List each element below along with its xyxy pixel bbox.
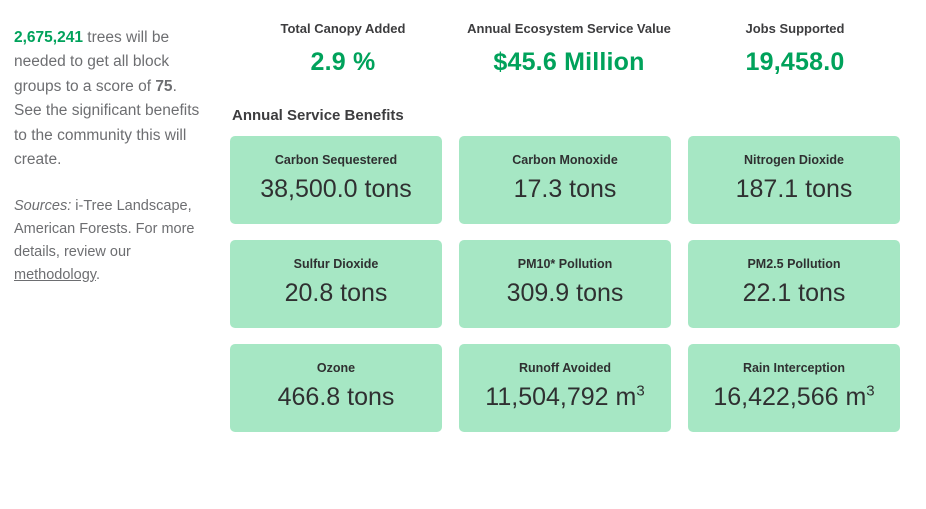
sources-body: i-Tree Landscape, American Forests. For more details, review our (14, 197, 195, 260)
benefit-number: 466.8 (277, 383, 341, 412)
benefit-value (743, 279, 846, 308)
summary-sidebar (0, 0, 230, 509)
benefit-value (485, 383, 644, 412)
benefit-card-runoff-avoided (459, 344, 671, 432)
kpi-annual-ecosystem-service-value (456, 20, 682, 77)
benefit-value (285, 279, 388, 308)
kpi-label: Total Canopy Added (280, 21, 406, 36)
benefit-number: 309.9 (506, 279, 570, 308)
benefit-card-nitrogen-dioxide (688, 136, 900, 224)
benefit-unit: tons (333, 279, 388, 308)
trees-needed-count: 2,675,241 (14, 29, 83, 46)
kpi-row (230, 20, 926, 77)
benefit-card-ozone (230, 344, 442, 432)
benefit-number: 22.1 (742, 279, 792, 308)
target-score: 75 (155, 77, 173, 95)
benefit-unit: m (608, 383, 637, 412)
narrative-part-2: . See the significant benefits to the community this will create. (14, 77, 200, 169)
kpi-value: 2.9 % (310, 47, 376, 76)
benefit-unit: tons (569, 279, 624, 308)
benefit-unit-exponent: 3 (636, 382, 645, 400)
benefit-number: 16,422,566 (713, 383, 839, 412)
benefit-label: PM2.5 Pollution (747, 257, 841, 272)
benefit-label: PM10* Pollution (517, 257, 613, 272)
kpi-value: $45.6 Million (493, 47, 645, 76)
benefit-unit: m (838, 383, 867, 412)
benefit-label: Sulfur Dioxide (293, 257, 379, 272)
sources-label: Sources: (14, 197, 72, 214)
narrative-part-1: trees will be needed to get all block groups to a score of (14, 29, 170, 95)
narrative-text (14, 26, 208, 173)
benefits-grid (230, 136, 926, 432)
benefit-unit-exponent: 3 (866, 382, 875, 400)
metrics-area (230, 0, 926, 509)
kpi-value: 19,458.0 (745, 47, 845, 76)
benefit-unit: tons (562, 175, 617, 204)
sources-text (14, 195, 208, 287)
kpi-label: Jobs Supported (745, 21, 845, 36)
benefit-label: Ozone (316, 361, 356, 376)
benefit-value (736, 175, 853, 204)
kpi-total-canopy-added (230, 20, 456, 77)
benefit-card-pm25-pollution (688, 240, 900, 328)
benefit-label: Runoff Avoided (518, 361, 612, 376)
benefit-card-carbon-sequestered (230, 136, 442, 224)
benefit-unit: tons (791, 279, 846, 308)
sources-end: . (95, 266, 100, 283)
benefit-card-sulfur-dioxide (230, 240, 442, 328)
benefit-label: Nitrogen Dioxide (743, 153, 844, 168)
benefit-label: Carbon Sequestered (274, 153, 398, 168)
benefit-label: Rain Interception (742, 361, 846, 376)
methodology-link[interactable]: methodology (14, 266, 96, 283)
benefit-number: 20.8 (284, 279, 334, 308)
benefit-number: 38,500.0 (260, 175, 358, 204)
benefit-unit: tons (340, 383, 395, 412)
benefit-label: Carbon Monoxide (512, 153, 618, 168)
benefit-number: 11,504,792 (485, 383, 609, 412)
section-title: Annual Service Benefits (232, 106, 404, 124)
benefit-value (278, 383, 395, 412)
benefit-unit: tons (798, 175, 853, 204)
benefit-card-pm10-pollution (459, 240, 671, 328)
benefit-unit: tons (357, 175, 412, 204)
benefit-card-carbon-monoxide (459, 136, 671, 224)
kpi-jobs-supported (682, 20, 908, 77)
benefit-value (713, 383, 874, 412)
benefit-card-rain-interception (688, 344, 900, 432)
benefit-number: 17.3 (513, 175, 563, 204)
kpi-label: Annual Ecosystem Service Value (467, 21, 671, 36)
benefit-number: 187.1 (735, 175, 799, 204)
benefit-value (514, 175, 617, 204)
benefit-value (260, 175, 412, 204)
benefit-value (507, 279, 624, 308)
